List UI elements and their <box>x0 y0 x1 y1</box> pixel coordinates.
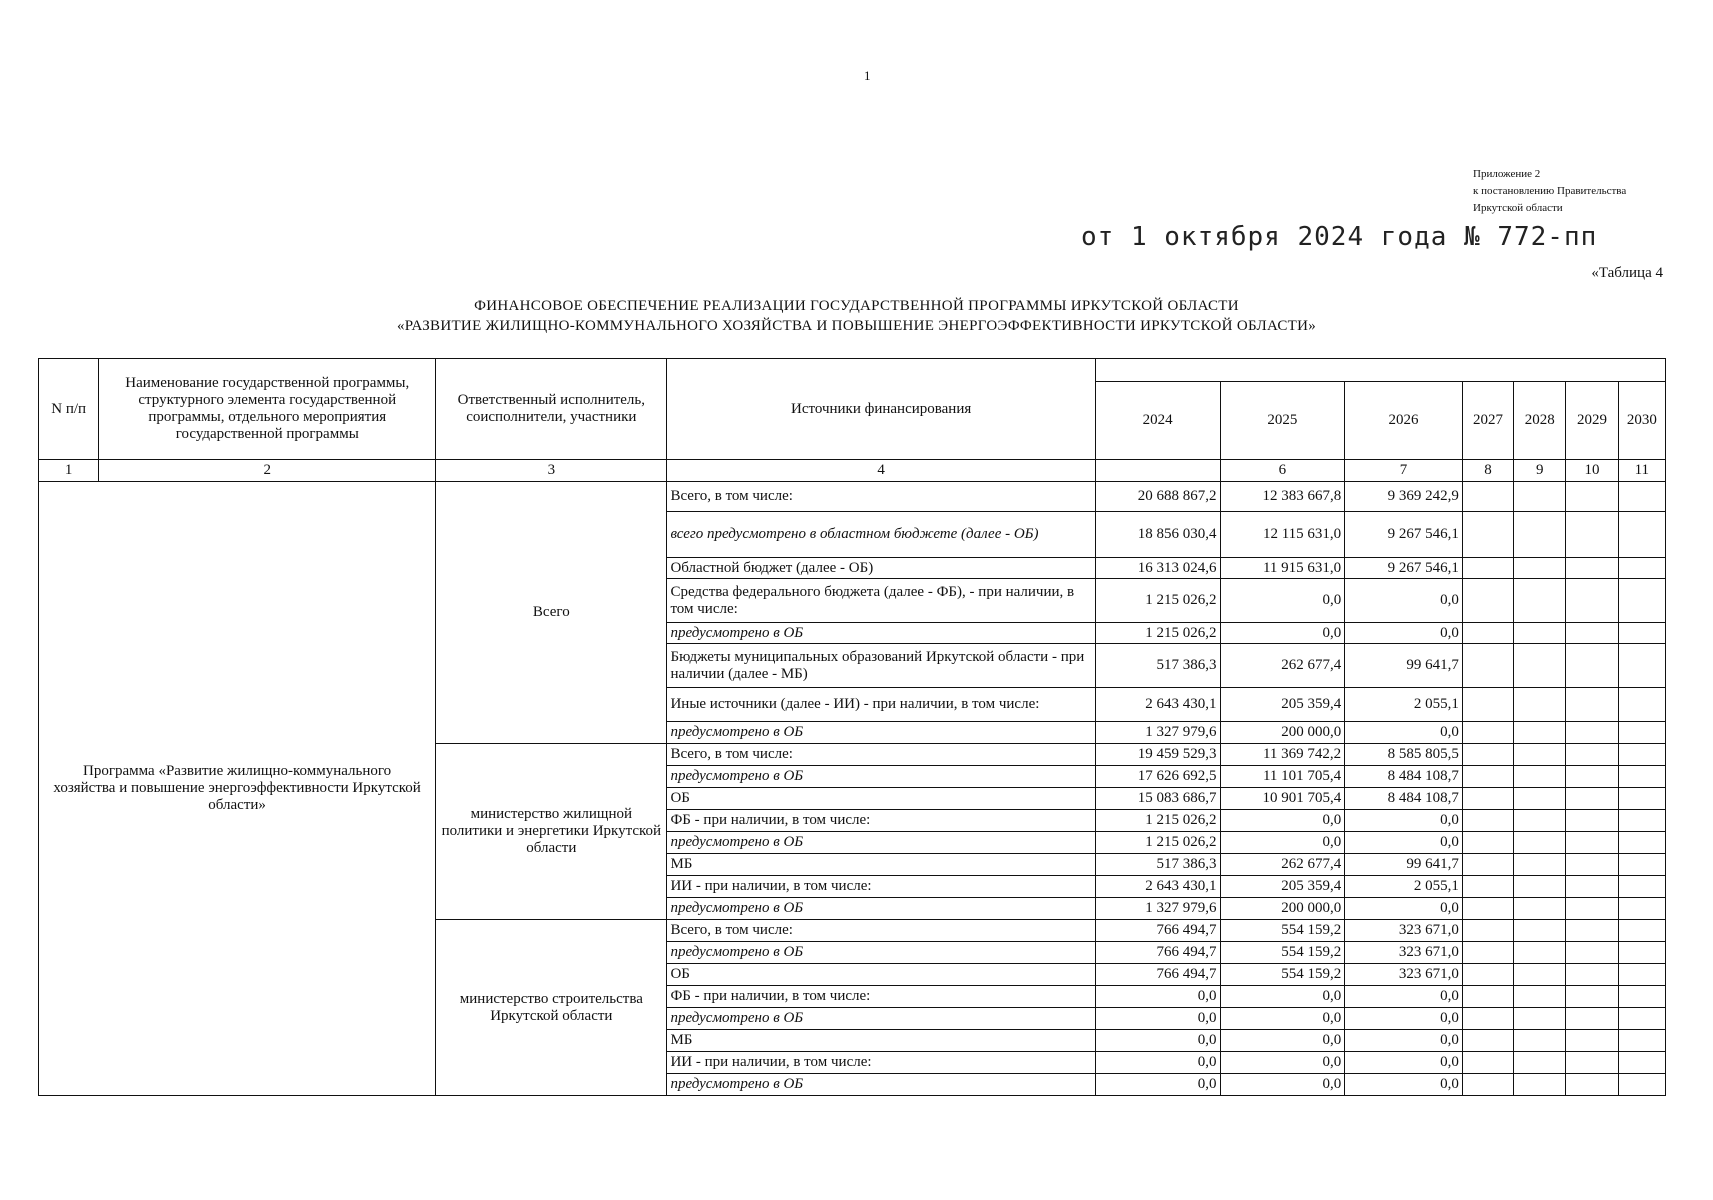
empty-year-cell <box>1566 1030 1618 1052</box>
value-cell: 8 484 108,7 <box>1345 766 1463 788</box>
empty-year-cell <box>1462 854 1513 876</box>
empty-year-cell <box>1462 986 1513 1008</box>
header-year: 2027 <box>1462 382 1513 460</box>
value-cell: 1 215 026,2 <box>1095 623 1220 644</box>
empty-year-cell <box>1462 788 1513 810</box>
value-cell: 0,0 <box>1220 1030 1345 1052</box>
empty-year-cell <box>1514 986 1566 1008</box>
value-cell: 0,0 <box>1345 986 1463 1008</box>
empty-year-cell <box>1618 810 1665 832</box>
funding-source-label: Бюджеты муниципальных образований Иркутской области - при наличии (далее - МБ) <box>667 644 1095 688</box>
value-cell: 1 327 979,6 <box>1095 898 1220 920</box>
empty-year-cell <box>1618 964 1665 986</box>
header-year: 2024 <box>1095 382 1220 460</box>
empty-year-cell <box>1618 623 1665 644</box>
funding-source-label: Областной бюджет (далее - ОБ) <box>667 558 1095 579</box>
empty-year-cell <box>1566 898 1618 920</box>
funding-source-label: предусмотрено в ОБ <box>667 722 1095 744</box>
empty-year-cell <box>1566 766 1618 788</box>
value-cell: 17 626 692,5 <box>1095 766 1220 788</box>
table-label: «Таблица 4 <box>1591 265 1663 281</box>
header-year: 2025 <box>1220 382 1345 460</box>
empty-year-cell <box>1618 482 1665 512</box>
column-number: 7 <box>1345 460 1463 482</box>
empty-year-cell <box>1462 722 1513 744</box>
empty-year-cell <box>1566 579 1618 623</box>
empty-year-cell <box>1514 920 1566 942</box>
value-cell: 0,0 <box>1345 1074 1463 1096</box>
empty-year-cell <box>1462 964 1513 986</box>
empty-year-cell <box>1566 688 1618 722</box>
value-cell: 517 386,3 <box>1095 854 1220 876</box>
empty-year-cell <box>1618 722 1665 744</box>
empty-year-cell <box>1618 1052 1665 1074</box>
value-cell: 0,0 <box>1220 1008 1345 1030</box>
empty-year-cell <box>1514 558 1566 579</box>
column-number: 1 <box>39 460 99 482</box>
empty-year-cell <box>1618 744 1665 766</box>
value-cell: 16 313 024,6 <box>1095 558 1220 579</box>
value-cell: 323 671,0 <box>1345 942 1463 964</box>
empty-year-cell <box>1618 788 1665 810</box>
value-cell: 0,0 <box>1345 1008 1463 1030</box>
header-year: 2028 <box>1514 382 1566 460</box>
value-cell: 2 643 430,1 <box>1095 688 1220 722</box>
value-cell: 200 000,0 <box>1220 722 1345 744</box>
header-num: N п/п <box>39 359 99 460</box>
header-source: Источники финансирования <box>667 359 1095 460</box>
value-cell: 262 677,4 <box>1220 854 1345 876</box>
empty-year-cell <box>1618 579 1665 623</box>
empty-year-cell <box>1566 644 1618 688</box>
empty-year-cell <box>1462 512 1513 558</box>
empty-year-cell <box>1514 810 1566 832</box>
value-cell: 323 671,0 <box>1345 920 1463 942</box>
funding-source-label: предусмотрено в ОБ <box>667 942 1095 964</box>
funding-source-label: Средства федерального бюджета (далее - ФБ), - при наличии, в том числе: <box>667 579 1095 623</box>
empty-year-cell <box>1514 644 1566 688</box>
empty-year-cell <box>1514 854 1566 876</box>
empty-year-cell <box>1566 482 1618 512</box>
value-cell: 262 677,4 <box>1220 644 1345 688</box>
funding-source-label: Всего, в том числе: <box>667 744 1095 766</box>
empty-year-cell <box>1514 964 1566 986</box>
header-row <box>39 359 1666 382</box>
empty-year-cell <box>1566 744 1618 766</box>
value-cell: 8 585 805,5 <box>1345 744 1463 766</box>
funding-source-label: предусмотрено в ОБ <box>667 623 1095 644</box>
value-cell: 0,0 <box>1220 832 1345 854</box>
funding-source-label: ФБ - при наличии, в том числе: <box>667 986 1095 1008</box>
value-cell: 15 083 686,7 <box>1095 788 1220 810</box>
executor-cell: министерство строительства Иркутской области <box>436 920 667 1096</box>
empty-year-cell <box>1462 623 1513 644</box>
value-cell: 0,0 <box>1220 623 1345 644</box>
empty-year-cell <box>1566 810 1618 832</box>
funding-source-label: Всего, в том числе: <box>667 920 1095 942</box>
value-cell: 9 369 242,9 <box>1345 482 1463 512</box>
funding-source-label: предусмотрено в ОБ <box>667 832 1095 854</box>
value-cell: 200 000,0 <box>1220 898 1345 920</box>
value-cell: 1 215 026,2 <box>1095 810 1220 832</box>
value-cell: 19 459 529,3 <box>1095 744 1220 766</box>
empty-year-cell <box>1462 558 1513 579</box>
empty-year-cell <box>1618 1030 1665 1052</box>
empty-year-cell <box>1566 964 1618 986</box>
value-cell: 11 369 742,2 <box>1220 744 1345 766</box>
empty-year-cell <box>1618 512 1665 558</box>
value-cell: 0,0 <box>1345 1052 1463 1074</box>
empty-year-cell <box>1514 512 1566 558</box>
empty-year-cell <box>1618 1074 1665 1096</box>
funding-source-label: ОБ <box>667 788 1095 810</box>
value-cell: 0,0 <box>1345 722 1463 744</box>
empty-year-cell <box>1462 744 1513 766</box>
column-number: 10 <box>1566 460 1618 482</box>
empty-year-cell <box>1618 876 1665 898</box>
header-executor: Ответственный исполнитель, соисполнители, участники <box>436 359 667 460</box>
funding-source-label: Всего, в том числе: <box>667 482 1095 512</box>
financing-table-container <box>38 358 1666 1104</box>
value-cell: 0,0 <box>1095 986 1220 1008</box>
empty-year-cell <box>1514 898 1566 920</box>
empty-year-cell <box>1566 832 1618 854</box>
empty-year-cell <box>1514 942 1566 964</box>
value-cell: 9 267 546,1 <box>1345 558 1463 579</box>
empty-year-cell <box>1618 920 1665 942</box>
column-numbers-row <box>39 460 1666 482</box>
program-name-cell: Программа «Развитие жилищно-коммунального хозяйства и повышение энергоэффективности Иркутской области» <box>39 482 436 1096</box>
value-cell: 0,0 <box>1220 810 1345 832</box>
header-program-name: Наименование государственной программы, структурного элемента государственной программы, отдельного мероприятия государственной программы <box>99 359 436 460</box>
value-cell: 11 915 631,0 <box>1220 558 1345 579</box>
funding-source-label: МБ <box>667 854 1095 876</box>
appendix-line-2: к постановлению Правительства <box>1473 185 1627 197</box>
empty-year-cell <box>1514 1030 1566 1052</box>
header-years-band <box>1095 359 1665 382</box>
column-number: 11 <box>1618 460 1665 482</box>
empty-year-cell <box>1462 1074 1513 1096</box>
empty-year-cell <box>1514 722 1566 744</box>
empty-year-cell <box>1566 512 1618 558</box>
empty-year-cell <box>1566 1074 1618 1096</box>
empty-year-cell <box>1618 688 1665 722</box>
empty-year-cell <box>1462 766 1513 788</box>
empty-year-cell <box>1462 1008 1513 1030</box>
value-cell: 11 101 705,4 <box>1220 766 1345 788</box>
empty-year-cell <box>1514 1052 1566 1074</box>
empty-year-cell <box>1462 898 1513 920</box>
empty-year-cell <box>1566 1052 1618 1074</box>
empty-year-cell <box>1462 920 1513 942</box>
empty-year-cell <box>1514 623 1566 644</box>
funding-source-label: ФБ - при наличии, в том числе: <box>667 810 1095 832</box>
document-title <box>0 296 1713 336</box>
page-number: 1 <box>864 68 871 83</box>
appendix-line-1: Приложение 2 <box>1473 168 1541 180</box>
value-cell: 1 215 026,2 <box>1095 832 1220 854</box>
funding-source-label: МБ <box>667 1030 1095 1052</box>
column-number: 2 <box>99 460 436 482</box>
empty-year-cell <box>1462 688 1513 722</box>
funding-source-label: предусмотрено в ОБ <box>667 1074 1095 1096</box>
value-cell: 12 383 667,8 <box>1220 482 1345 512</box>
value-cell: 0,0 <box>1095 1008 1220 1030</box>
empty-year-cell <box>1514 1074 1566 1096</box>
value-cell: 554 159,2 <box>1220 964 1345 986</box>
column-number: 8 <box>1462 460 1513 482</box>
value-cell: 517 386,3 <box>1095 644 1220 688</box>
empty-year-cell <box>1618 1008 1665 1030</box>
header-year: 2029 <box>1566 382 1618 460</box>
column-number: 3 <box>436 460 667 482</box>
value-cell: 1 327 979,6 <box>1095 722 1220 744</box>
value-cell: 0,0 <box>1220 986 1345 1008</box>
empty-year-cell <box>1514 579 1566 623</box>
value-cell: 0,0 <box>1095 1074 1220 1096</box>
value-cell: 0,0 <box>1095 1052 1220 1074</box>
appendix-line-3: Иркутской области <box>1473 202 1563 214</box>
empty-year-cell <box>1514 482 1566 512</box>
empty-year-cell <box>1514 1008 1566 1030</box>
empty-year-cell <box>1566 1008 1618 1030</box>
value-cell: 0,0 <box>1345 898 1463 920</box>
empty-year-cell <box>1566 986 1618 1008</box>
empty-year-cell <box>1462 810 1513 832</box>
empty-year-cell <box>1514 766 1566 788</box>
value-cell: 205 359,4 <box>1220 688 1345 722</box>
empty-year-cell <box>1566 623 1618 644</box>
funding-source-label: ИИ - при наличии, в том числе: <box>667 1052 1095 1074</box>
empty-year-cell <box>1566 920 1618 942</box>
empty-year-cell <box>1618 854 1665 876</box>
value-cell: 2 643 430,1 <box>1095 876 1220 898</box>
empty-year-cell <box>1462 876 1513 898</box>
empty-year-cell <box>1462 1052 1513 1074</box>
value-cell: 554 159,2 <box>1220 942 1345 964</box>
empty-year-cell <box>1566 722 1618 744</box>
empty-year-cell <box>1462 482 1513 512</box>
column-number: 6 <box>1220 460 1345 482</box>
value-cell: 2 055,1 <box>1345 688 1463 722</box>
column-number: 9 <box>1514 460 1566 482</box>
funding-source-label: Иные источники (далее - ИИ) - при наличии, в том числе: <box>667 688 1095 722</box>
appendix-note <box>1473 166 1626 217</box>
value-cell: 554 159,2 <box>1220 920 1345 942</box>
empty-year-cell <box>1514 744 1566 766</box>
empty-year-cell <box>1514 832 1566 854</box>
empty-year-cell <box>1566 558 1618 579</box>
value-cell: 18 856 030,4 <box>1095 512 1220 558</box>
value-cell: 0,0 <box>1345 810 1463 832</box>
value-cell: 99 641,7 <box>1345 854 1463 876</box>
empty-year-cell <box>1618 986 1665 1008</box>
empty-year-cell <box>1618 898 1665 920</box>
header-year: 2026 <box>1345 382 1463 460</box>
column-number: 4 <box>667 460 1095 482</box>
empty-year-cell <box>1618 766 1665 788</box>
value-cell: 0,0 <box>1095 1030 1220 1052</box>
value-cell: 0,0 <box>1220 1052 1345 1074</box>
empty-year-cell <box>1566 788 1618 810</box>
empty-year-cell <box>1618 942 1665 964</box>
empty-year-cell <box>1462 1030 1513 1052</box>
funding-source-label: предусмотрено в ОБ <box>667 898 1095 920</box>
value-cell: 0,0 <box>1345 623 1463 644</box>
table-row <box>39 482 1666 512</box>
empty-year-cell <box>1566 876 1618 898</box>
empty-year-cell <box>1462 644 1513 688</box>
value-cell: 766 494,7 <box>1095 920 1220 942</box>
empty-year-cell <box>1514 688 1566 722</box>
empty-year-cell <box>1514 788 1566 810</box>
funding-source-label: всего предусмотрено в областном бюджете (далее - ОБ) <box>667 512 1095 558</box>
funding-source-label: предусмотрено в ОБ <box>667 766 1095 788</box>
value-cell: 0,0 <box>1345 832 1463 854</box>
executor-cell: Всего <box>436 482 667 744</box>
funding-source-label: предусмотрено в ОБ <box>667 1008 1095 1030</box>
empty-year-cell <box>1618 644 1665 688</box>
value-cell: 12 115 631,0 <box>1220 512 1345 558</box>
title-line-1: ФИНАНСОВОЕ ОБЕСПЕЧЕНИЕ РЕАЛИЗАЦИИ ГОСУДАРСТВЕННОЙ ПРОГРАММЫ ИРКУТСКОЙ ОБЛАСТИ <box>474 298 1239 314</box>
empty-year-cell <box>1462 832 1513 854</box>
empty-year-cell <box>1618 558 1665 579</box>
value-cell: 8 484 108,7 <box>1345 788 1463 810</box>
empty-year-cell <box>1618 832 1665 854</box>
value-cell: 0,0 <box>1345 1030 1463 1052</box>
empty-year-cell <box>1566 942 1618 964</box>
value-cell: 0,0 <box>1220 579 1345 623</box>
funding-source-label: ИИ - при наличии, в том числе: <box>667 876 1095 898</box>
header-year: 2030 <box>1618 382 1665 460</box>
column-number <box>1095 460 1220 482</box>
value-cell: 205 359,4 <box>1220 876 1345 898</box>
empty-year-cell <box>1514 876 1566 898</box>
title-line-2: «РАЗВИТИЕ ЖИЛИЩНО-КОММУНАЛЬНОГО ХОЗЯЙСТВА И ПОВЫШЕНИЕ ЭНЕРГОЭФФЕКТИВНОСТИ ИРКУТСКОЙ ОБЛАСТИ» <box>396 318 1317 334</box>
value-cell: 766 494,7 <box>1095 964 1220 986</box>
value-cell: 2 055,1 <box>1345 876 1463 898</box>
empty-year-cell <box>1462 942 1513 964</box>
empty-year-cell <box>1462 579 1513 623</box>
value-cell: 10 901 705,4 <box>1220 788 1345 810</box>
financing-table <box>38 358 1666 1096</box>
funding-source-label: ОБ <box>667 964 1095 986</box>
executor-cell: министерство жилищной политики и энергетики Иркутской области <box>436 744 667 920</box>
value-cell: 323 671,0 <box>1345 964 1463 986</box>
value-cell: 1 215 026,2 <box>1095 579 1220 623</box>
empty-year-cell <box>1566 854 1618 876</box>
value-cell: 99 641,7 <box>1345 644 1463 688</box>
value-cell: 766 494,7 <box>1095 942 1220 964</box>
value-cell: 0,0 <box>1220 1074 1345 1096</box>
value-cell: 9 267 546,1 <box>1345 512 1463 558</box>
value-cell: 0,0 <box>1345 579 1463 623</box>
registration-stamp: от 1 октября 2024 года № 772-пп <box>1081 222 1598 252</box>
value-cell: 20 688 867,2 <box>1095 482 1220 512</box>
